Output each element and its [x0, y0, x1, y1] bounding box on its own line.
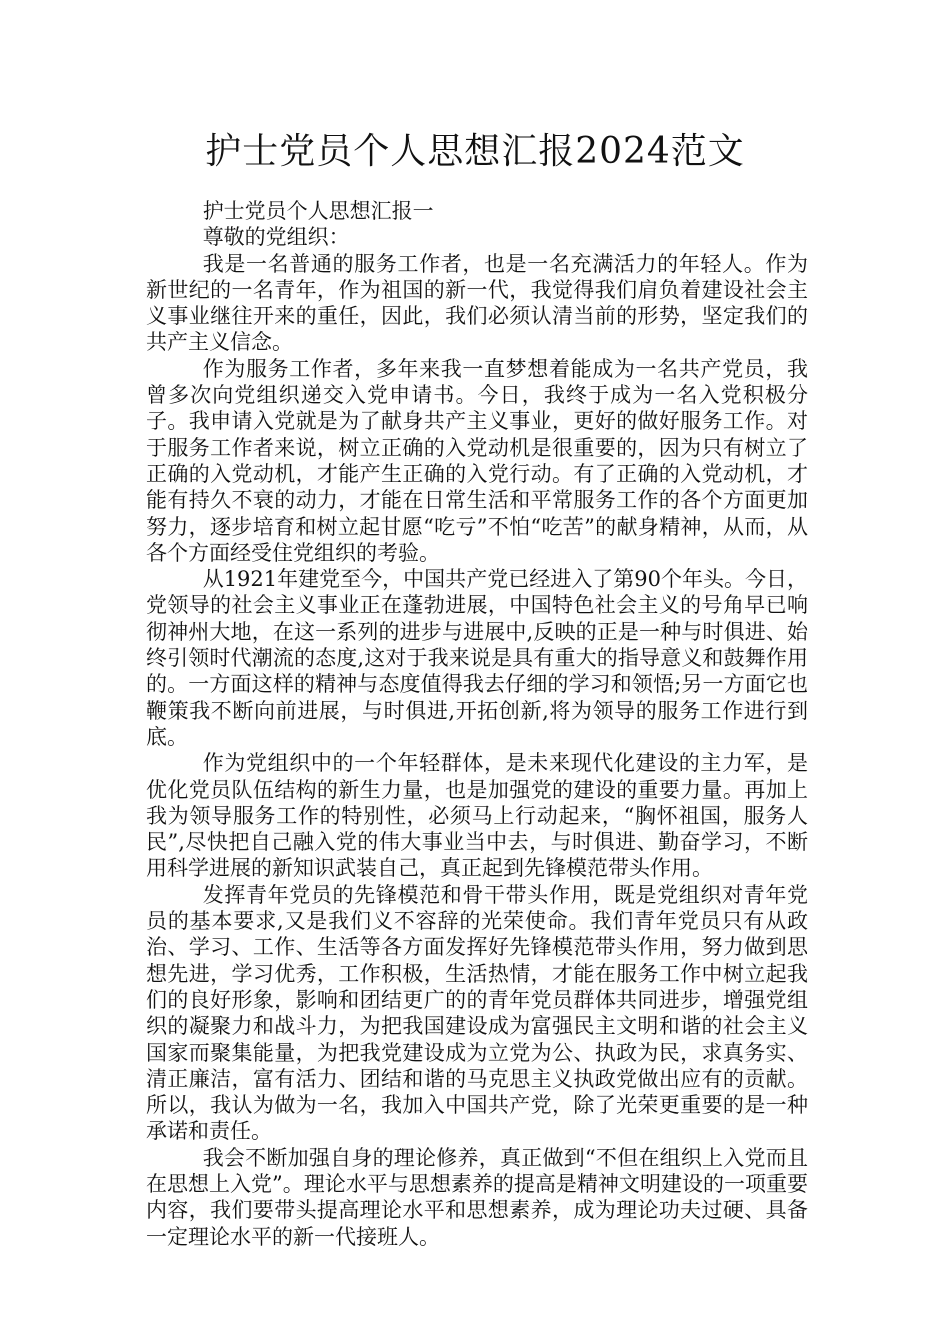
paragraph-2: 作为服务工作者，多年来我一直梦想着能成为一名共产党员，我曾多次向党组织递交入党申请书。今日，我终于成为一名入党积极分子。我申请入党就是为了献身共产主义事业，更好的做好服务工作。对于服务工作者来说，树立正确的入党动机是很重要的，因为只有树立了正确的入党动机，才能产生正确的入党行动。有了正确的入党动机，才能有持久不衰的动力，才能在日常生活和平常服务工作的各个方面更加努力，逐步培育和树立起甘愿“吃亏”不怕“吃苦”的献身精神，从而，从各个方面经受住党组织的考验。: [146, 356, 808, 565]
paragraph-5: 发挥青年党员的先锋模范和骨干带头作用，既是党组织对青年党员的基本要求,又是我们义不容辞的光荣使命。我们青年党员只有从政治、学习、工作、生活等各方面发挥好先锋模范带头作用，努力做到思想先进，学习优秀，工作积极，生活热情，才能在服务工作中树立起我们的良好形象，影响和团结更广的的青年党员群体共同进步，增强党组织的凝聚力和战斗力，为把我国建设成为富强民主文明和谐的社会主义国家而聚集能量，为把我党建设成为立党为公、执政为民，求真务实、清正廉洁，富有活力、团结和谐的马克思主义执政党做出应有的贡献。所以，我认为做为一名，我加入中国共产党，除了光荣更重要的是一种承诺和责任。: [146, 882, 808, 1144]
paragraph-6: 我会不断加强自身的理论修养，真正做到“不但在组织上入党而且在思想上入党”。理论水平与思想素养的提高是精神文明建设的一项重要内容，我们要带头提高理论水平和思想素养，成为理论功夫过硬、具备一定理论水平的新一代接班人。: [146, 1145, 808, 1249]
document-body: [146, 198, 808, 1250]
paragraph-4: 作为党组织中的一个年轻群体，是未来现代化建设的主力军，是优化党员队伍结构的新生力量，也是加强党的建设的重要力量。再加上我为领导服务工作的特别性，必须马上行动起来，“胸怀祖国，服务人民”,尽快把自己融入党的伟大事业当中去，与时俱进、勤奋学习，不断用科学进展的新知识武装自己，真正起到先锋模范带头作用。: [146, 751, 808, 881]
paragraph-3: 从1921年建党至今，中国共产党已经进入了第90个年头。今日，党领导的社会主义事业正在蓬勃进展，中国特色社会主义的号角早已响彻神州大地，在这一系列的进步与进展中,反映的正是一种与时俱进、始终引领时代潮流的态度,这对于我来说是具有重大的指导意义和鼓舞作用的。一方面这样的精神与态度值得我去仔细的学习和领悟;另一方面它也鞭策我不断向前进展，与时俱进,开拓创新,将为领导的服务工作进行到底。: [146, 567, 808, 749]
document-subtitle: 护士党员个人思想汇报一: [202, 199, 434, 223]
page-title: 护士党员个人思想汇报2024范文: [205, 131, 745, 172]
paragraph-1: 我是一名普通的服务工作者，也是一名充满活力的年轻人。作为新世纪的一名青年，作为祖国的新一代，我觉得我们肩负着建设社会主义事业继往开来的重任，因此，我们必须认清当前的形势，坚定我们的共产主义信念。: [146, 251, 808, 355]
salutation: 尊敬的党组织：: [202, 225, 350, 250]
